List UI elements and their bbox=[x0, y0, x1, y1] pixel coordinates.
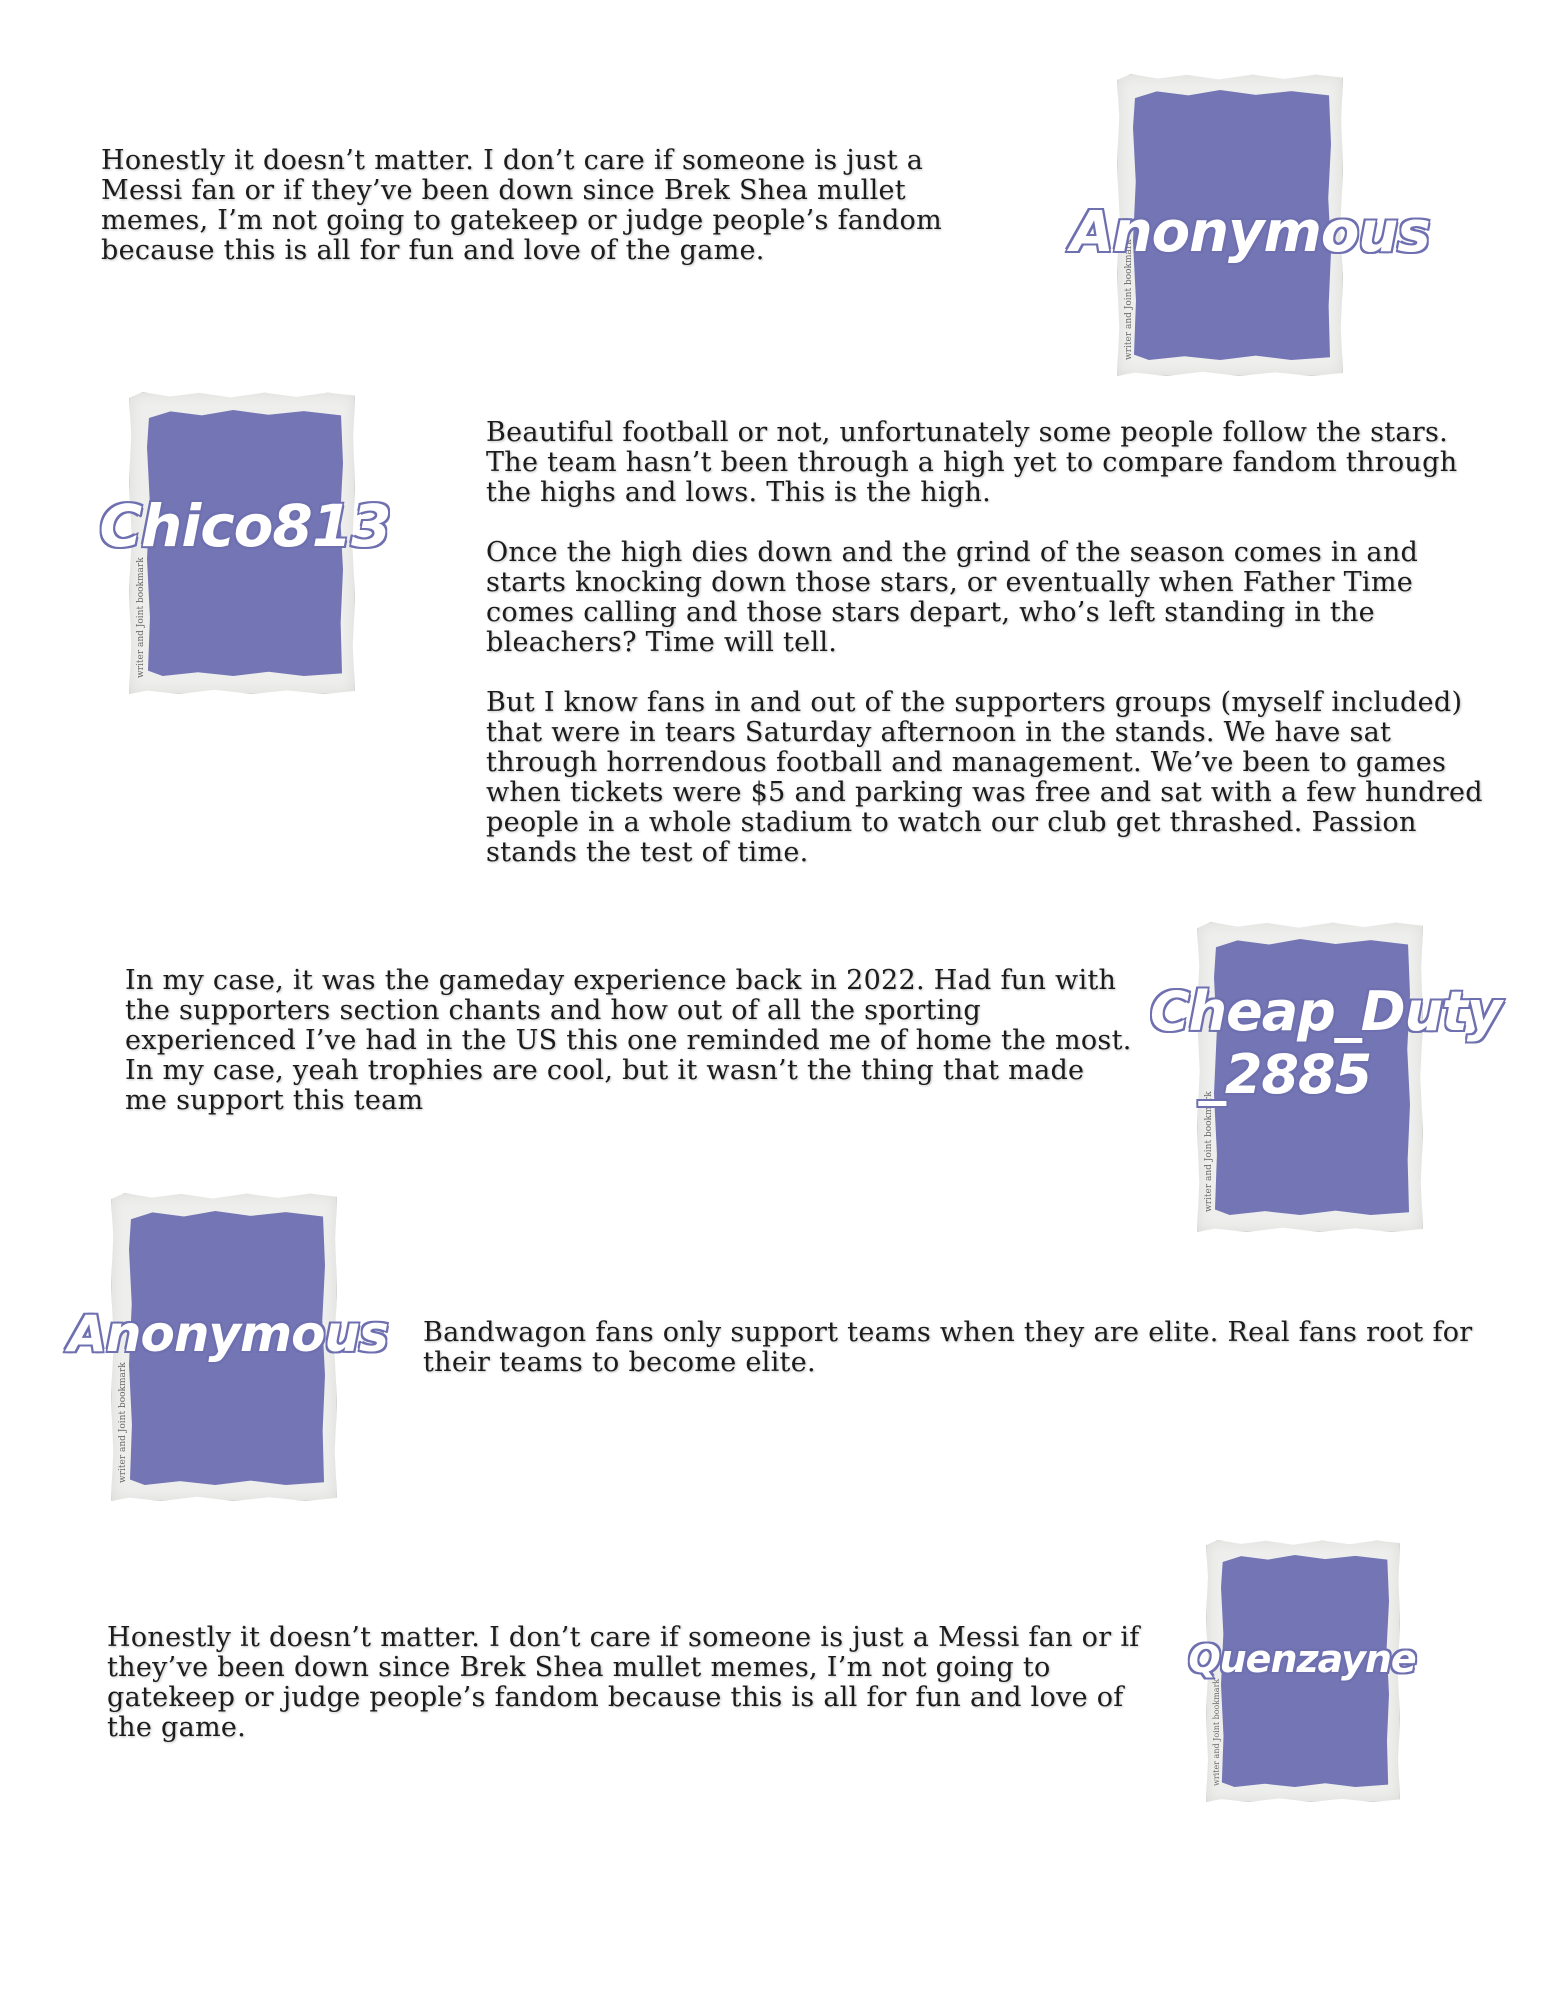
comment-text bbox=[107, 1623, 1147, 1743]
author-name: Cheap_Duty bbox=[1150, 980, 1502, 1043]
comment-paragraph: But I know fans in and out of the supporters groups (myself included) that were in tears Saturday afternoon in the stands. We have sat through horrendous football and management. We’ve been to games when tickets were $5 and parking was free and sat with a few hundred people in a whole stadium to watch our club get thrashed. Passion stands the test of time. bbox=[486, 687, 1483, 868]
paper-caption: writer and Joint bookmark bbox=[136, 557, 146, 678]
comment-paragraph: Honestly it doesn’t matter. I don’t care if someone is just a Messi fan or if they’ve been down since Brek Shea mullet memes, I’m not going to gatekeep or judge people’s fandom because this is all for fun and love of the game. bbox=[101, 145, 942, 266]
author-name: Anonymous bbox=[68, 1305, 388, 1363]
comment-paragraph: Beautiful football or not, unfortunately some people follow the stars. The team hasn’t been through a high yet to compare fandom through the highs and lows. This is the high. bbox=[486, 417, 1458, 508]
author-name: Quenzayne bbox=[1188, 1637, 1416, 1681]
comment-text bbox=[423, 1318, 1473, 1378]
comment-paragraph: In my case, it was the gameday experience back in 2022. Had fun with the supporters section chants and how out of all the sporting experienced I’ve had in the US this one reminded me of home the most. In my case, yeah trophies are cool, but it wasn’t the thing that made me support this team bbox=[125, 965, 1132, 1116]
paper-caption: writer and Joint bookmark bbox=[1124, 239, 1134, 360]
author-name: Chico813 bbox=[99, 492, 391, 560]
comment-text bbox=[101, 146, 981, 266]
author-name: Anonymous bbox=[1070, 200, 1430, 265]
paper-caption: writer and Joint bookmark bbox=[1212, 1678, 1221, 1786]
author-name: _2885 bbox=[1198, 1043, 1372, 1106]
comment-paragraph: Once the high dies down and the grind of the season comes in and starts knocking down those stars, or eventually when Father Time comes calling and those stars depart, who’s left standing in the bleachers? Time will tell. bbox=[486, 537, 1419, 658]
comment-text bbox=[486, 418, 1506, 868]
comment-paragraph: Bandwagon fans only support teams when they are elite. Real fans root for their teams to become elite. bbox=[423, 1317, 1473, 1378]
comment-paragraph: Honestly it doesn’t matter. I don’t care if someone is just a Messi fan or if they’ve been down since Brek Shea mullet memes, I’m not going to gatekeep or judge people’s fandom because this is all for fun and love of the game. bbox=[107, 1622, 1140, 1743]
comment-text bbox=[125, 966, 1135, 1116]
paper-caption: writer and Joint bookmark bbox=[118, 1362, 128, 1483]
paper-caption: writer and Joint bookmark bbox=[1204, 1091, 1214, 1212]
